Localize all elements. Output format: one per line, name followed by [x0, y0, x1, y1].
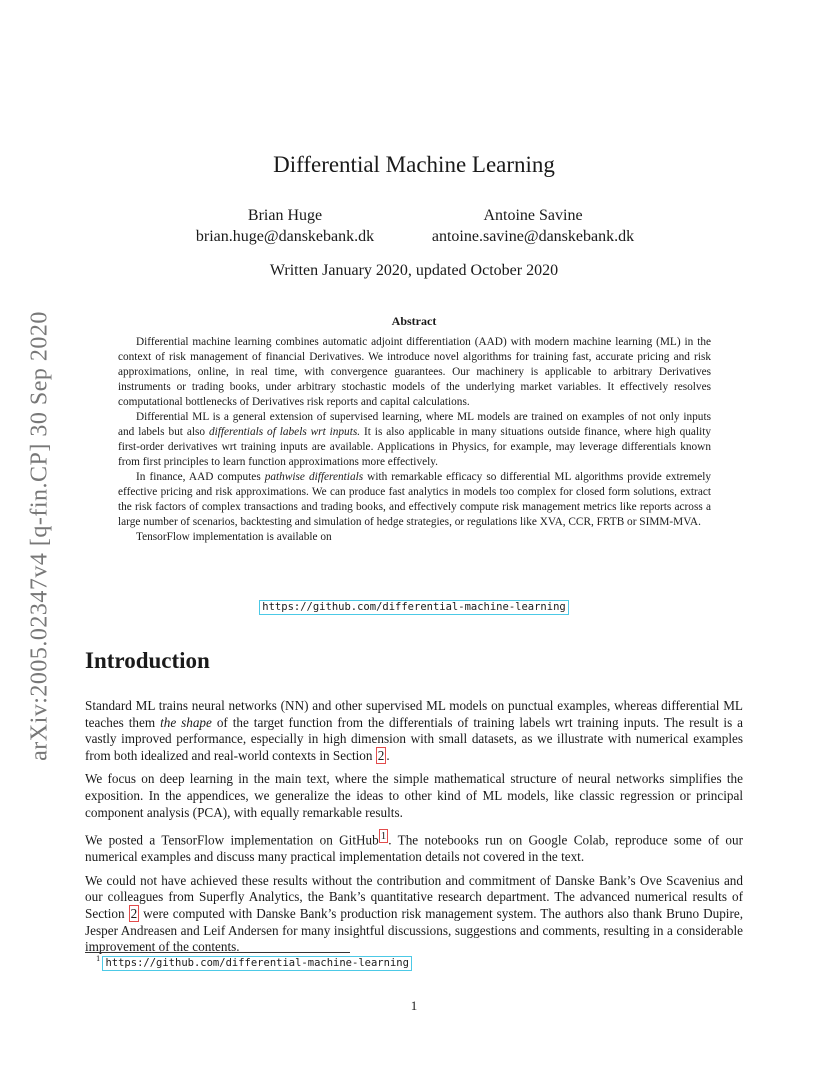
page-number: 1: [410, 998, 418, 1013]
footnote: [96, 955, 412, 971]
repo-link[interactable]: https://github.com/differential-machine-learning: [259, 600, 568, 615]
paper-date: Written January 2020, updated October 2020: [269, 262, 559, 279]
body-paragraph: [85, 698, 743, 764]
footnote-divider: [85, 952, 350, 953]
author-block-2: [418, 205, 648, 247]
author-email[interactable]: brian.huge@danskebank.dk: [195, 228, 375, 245]
abstract-text: It is also applicable in many situations outside finance, where high quality first-order derivatives wrt training inputs are available. Applications in Physics, for example, may leverage differentials known from first principles to learn function approximations more effectively.: [118, 426, 712, 468]
author-name: Antoine Savine: [483, 207, 583, 224]
body-paragraph: We focus on deep learning in the main text, where the simple mathematical structure of neural networks simplifies the exposition. In the appendices, we generalize the ideas to other kind of ML models, like classic regression or principal component analysis (PCA), with equally remarkable results.: [85, 771, 743, 820]
body-paragraph: [85, 828, 743, 866]
abstract-emphasis: differentials of labels wrt inputs.: [208, 426, 361, 438]
body-text: of the target function from the differentials of training labels wrt training inputs. The result is a vastly improved performance, especially in high dimension with small datasets, as we illustrate with numerical examples from both idealized and real-world contexts in Section: [85, 714, 744, 763]
abstract-paragraph: [118, 410, 711, 470]
abstract-text: Differential ML is a general extension of supervised learning, where ML models are trained on examples of not only inputs and labels but also: [118, 411, 711, 438]
section-ref-link[interactable]: 2: [377, 747, 385, 763]
abstract-emphasis: pathwise differentials: [264, 471, 364, 483]
body-emphasis: the shape: [160, 714, 212, 730]
introduction-body: [85, 698, 743, 963]
abstract-paragraph: [118, 470, 711, 530]
abstract-text: In finance, AAD computes: [136, 471, 265, 483]
body-text: .: [386, 747, 390, 763]
footnote-mark: 1: [96, 955, 101, 963]
body-text: . The notebooks run on Google Colab, reproduce some of our numerical examples and discuss many practical implementation details not covered in the text.: [85, 832, 744, 865]
section-ref-link[interactable]: 2: [130, 905, 138, 921]
arxiv-identifier-margin: [18, 282, 62, 790]
abstract-text: with remarkable efficacy so differential ML algorithms provide extremely effective pricing and risk approximations. We can produce fast analytics in models too complex for closed form solutions, extract the risk factors of complex transactions and trading books, and effectively compute risk management metrics like reports across a large number of scenarios, backtesting and simulation of hedge strategies, or regulations like XVA, CCR, FRTB or SIMM-MVA.: [118, 471, 712, 528]
author-name: Brian Huge: [247, 207, 323, 224]
body-text: Standard ML trains neural networks (NN) and other supervised ML models on punctual examples, whereas differential ML teaches them: [85, 698, 743, 730]
author-block-1: [176, 205, 394, 247]
section-heading-introduction: Introduction: [85, 648, 210, 673]
abstract-body: [118, 335, 711, 545]
body-text: were computed with Danske Bank’s production risk management system. The authors also thank Bruno Dupire, Jesper Andreasen and Leif Andersen for many insightful discussions, suggestions and comments, resulting in a considerable improvement of the contents.: [85, 905, 744, 955]
paper-title: Differential Machine Learning: [273, 152, 555, 177]
repo-link-line: [0, 595, 828, 615]
abstract-heading: Abstract: [391, 314, 437, 328]
footnote-link[interactable]: https://github.com/differential-machine-learning: [102, 956, 411, 971]
body-text: We posted a TensorFlow implementation on GitHub: [85, 832, 379, 848]
body-text: We could not have achieved these results without the contribution and commitment of Danske Bank’s Ove Scavenius and our colleagues from Superfly Analytics, the Bank’s quantitative research department. The advanced numerical results of Section: [85, 872, 743, 921]
body-paragraph: [85, 873, 743, 956]
author-email[interactable]: antoine.savine@danskebank.dk: [431, 228, 635, 245]
footnote-ref-link[interactable]: 1: [380, 830, 387, 843]
abstract-paragraph: Differential machine learning combines automatic adjoint differentiation (AAD) with modern machine learning (ML) in the context of risk management of financial Derivatives. We introduce novel algorithms for training fast, accurate pricing and risk approximations, online, in real time, with convergence guarantees. Our machinery is applicable to arbitrary Derivatives instruments or trading books, under arbitrary stochastic models of the underlying market variables. It effectively resolves computational bottlenecks of Derivatives risk reports and capital calculations.: [118, 336, 711, 408]
arxiv-identifier: arXiv:2005.02347v4 [q-fin.CP] 30 Sep 2020: [26, 311, 53, 761]
abstract-paragraph: TensorFlow implementation is available on: [136, 531, 332, 543]
